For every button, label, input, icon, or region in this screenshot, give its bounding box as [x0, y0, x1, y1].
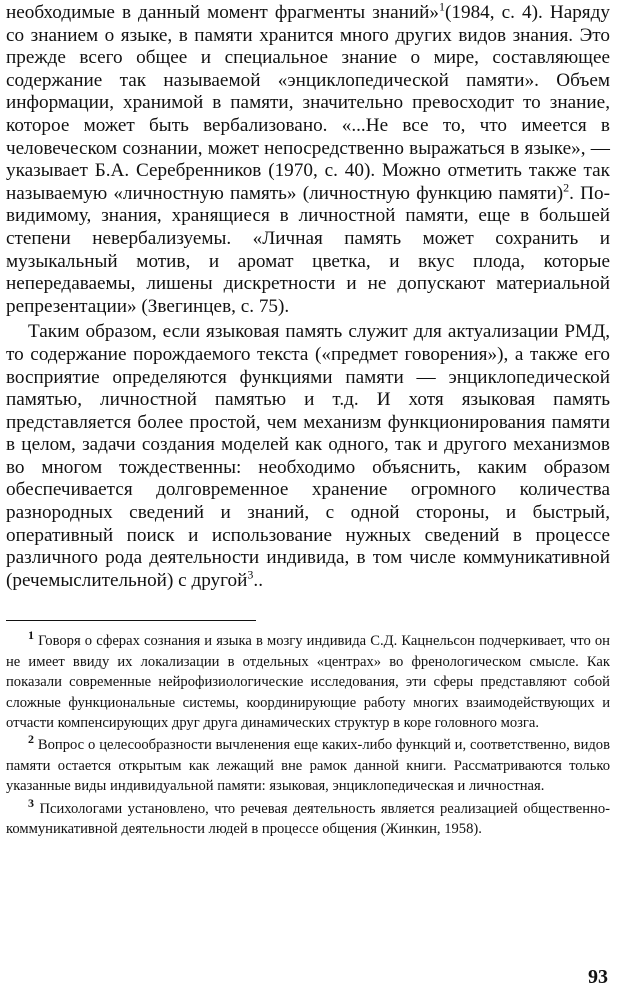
paragraph-2-part-b: ..: [253, 569, 263, 591]
paragraph-1: [6, 2, 610, 318]
footnotes: [6, 628, 610, 839]
footnote-3-text: Психологами установлено, что речевая деятельность является реализацией общественно-коммуникативной деятельности людей в процессе общения (Жинкин, 1958).: [6, 800, 610, 838]
footnote-divider: [6, 620, 256, 621]
main-text: [6, 2, 610, 592]
footnote-3-mark: 3: [28, 795, 34, 810]
paragraph-1-part-a: необходимые в данный момент фрагменты знаний»: [6, 2, 440, 23]
paragraph-2: [6, 321, 610, 592]
footnote-1-mark: 1: [28, 628, 34, 643]
paragraph-2-part-a: Таким образом, если языковая память служит для актуализации РМД, то содержание порождаемого текста («предмет говорения»), а также его восприятие определяются функциями памяти — энциклопедической памятью, личностной памятью и т.д. И хотя языковая память представляется более простой, чем механизм функционирования памяти в целом, задачи создания моделей как одного, так и другого механизмов во многом тождественны: необходимо объяснить, каким образом обеспечивается долговременное хранение огромного количества разнородных сведений и знаний, с одной стороны, и быстрый, оперативный поиск и использование нужных сведений в процессе различного рода деятельности индивида, в том числе коммуникативной (речемыслительной) с другой: [6, 321, 610, 591]
footnote-3: [6, 795, 610, 840]
paragraph-1-part-b: (1984, с. 4). Наряду со знанием о языке, в памяти хранится много других видов знания. Это прежде всего общее и специальное знание о мире, составляющее содержание так называемой «энциклопедической памяти». Объем информации, хранимой в памяти, значительно превосходит то знание, которое может быть вербализовано. «...Не все то, что имеется в человеческом сознании, может непосредственно выражаться в языке», — указывает Б.А. Серебренников (1970, с. 40). Можно отметить также так называемую «личностную память» (личностную функцию памяти): [6, 2, 610, 204]
footnote-ref-1: 1: [439, 0, 446, 14]
footnote-1: [6, 628, 610, 733]
footnote-2: [6, 732, 610, 796]
paragraph-1-part-c: . По-видимому, знания, хранящиеся в личностной памяти, еще в большей степени невербализуемы. «Личная память может сохранить и музыкальный мотив, и аромат цветка, и вкус плода, которые непередаваемы, лишены дискретности и не допускают материальной репрезентации» (Звегинцев, с. 75).: [6, 182, 610, 317]
footnote-2-text: Вопрос о целесообразности вычленения еще каких-либо функций и, соответственно, видов памяти остается открытым как лежащий вне рамок данной книги. Рассматриваются только указанные виды индивидуальной памяти: языковая, энциклопедическая и личностная.: [6, 737, 610, 795]
footnote-2-mark: 2: [28, 732, 34, 747]
page-number: 93: [588, 966, 608, 988]
footnote-ref-2: 2: [563, 180, 570, 195]
footnote-1-text: Говоря о сферах сознания и языка в мозгу индивида С.Д. Кацнельсон подчеркивает, что он не имеет ввиду их локализации в отдельных «центрах» во френологическом смысле. Как показали современные нейрофизиологические исследования, эти сферы представляют собой сложные функциональные системы, координирующие работу многих взаимодействующих и отчасти компенсирующих друг друга динамических структур в коре головного мозга.: [6, 633, 610, 732]
footnote-ref-3: 3: [247, 567, 254, 582]
